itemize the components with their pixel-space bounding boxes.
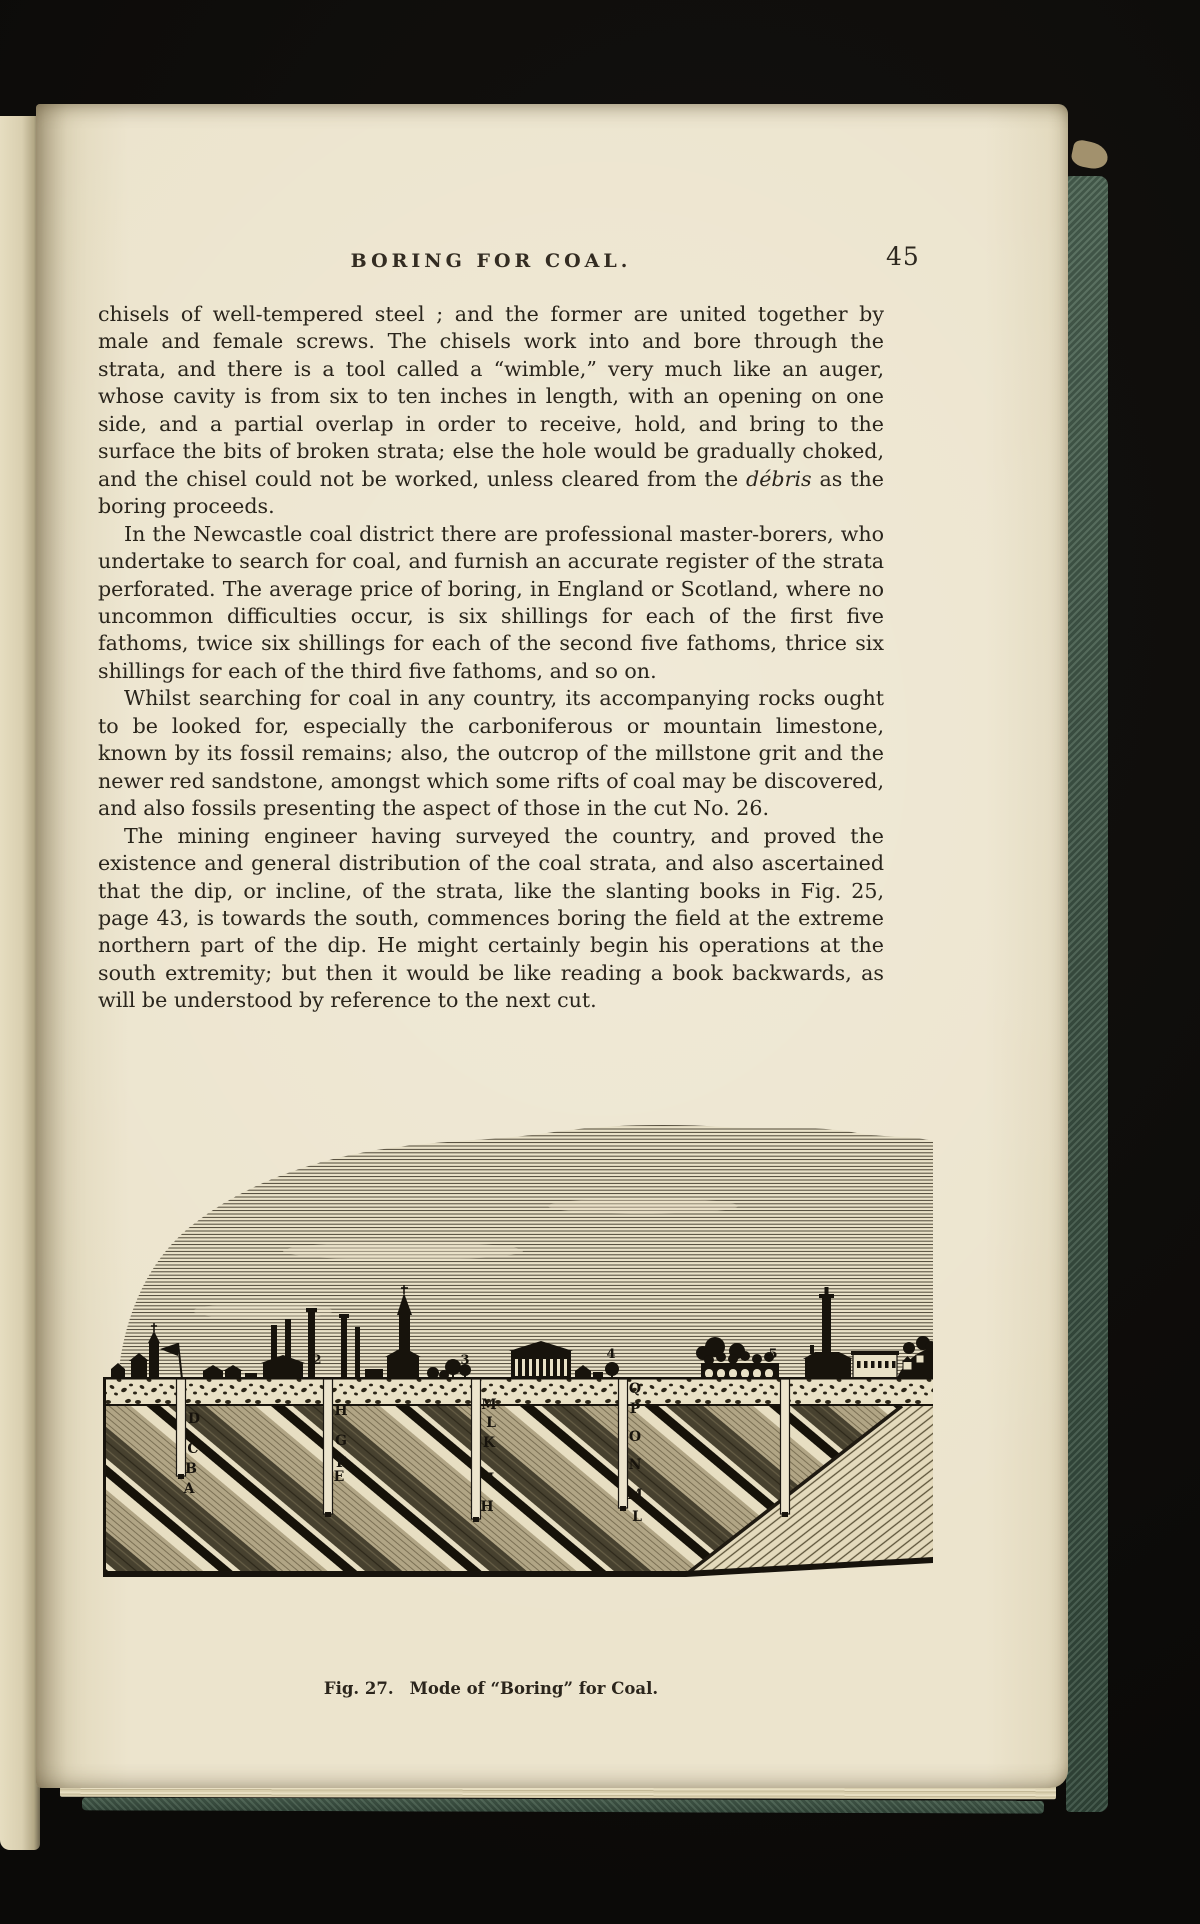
shaft-3-marker: 3 bbox=[460, 1353, 470, 1368]
page-number: 45 bbox=[886, 242, 920, 271]
shaft-1-letter-2: B bbox=[185, 1461, 197, 1477]
running-header: BORING FOR COAL. bbox=[350, 250, 632, 272]
shaft-1-letter-3: A bbox=[183, 1481, 195, 1497]
book-cover-edge-bottom bbox=[82, 1797, 1044, 1813]
paragraph-1-post: as the boring proceeds. bbox=[98, 466, 884, 519]
shaft-3-letter-0: M bbox=[481, 1397, 497, 1413]
paragraph-1-pre: chisels of well-tempered steel ; and the former are united together by male and female screws. The chisels work into and bore through the strata, and there is a tool called a “wimble,” very much like an auger, whose cavity is from six to ten inches in length, with an opening on one side, and a partial overlap in order to receive, hold, and bring to the surface the bits of broken strata; else the hole would be gradually choked, and the chisel could not be worked, unless cleared from the bbox=[98, 302, 884, 491]
shaft-3-letter-2: K bbox=[482, 1435, 496, 1451]
paragraph-3: Whilst searching for coal in any country, its accompanying rocks ought to be looked for, especially the carboniferous or mountain limestone, known by its fossil remains; also, the outcrop of the millstone grit and the newer red sandstone, amongst which some rifts of coal may be discovered, and also fossils presenting the aspect of those in the cut No. 26. bbox=[98, 686, 884, 821]
headband-fragment bbox=[1070, 139, 1111, 172]
shaft-2-letter-1: G bbox=[335, 1433, 347, 1449]
shaft-2-marker: 2 bbox=[312, 1353, 322, 1368]
paragraph-1-italic-word: débris bbox=[746, 466, 812, 491]
figure-caption-label: Fig. 27. bbox=[323, 1679, 394, 1698]
shaft-4-letter-0: Q bbox=[628, 1381, 642, 1397]
shaft-1-letter-0: D bbox=[187, 1411, 201, 1427]
shaft-1-letter-1: C bbox=[187, 1441, 199, 1457]
borehole-2 bbox=[324, 1379, 333, 1517]
shaft-2-letter-3: E bbox=[333, 1469, 345, 1485]
previous-page-sliver bbox=[0, 116, 40, 1850]
shaft-2-letter-0: H bbox=[334, 1403, 348, 1419]
strata-cross-section bbox=[103, 1377, 933, 1577]
paragraph-1 bbox=[98, 301, 884, 521]
paragraph-2: In the Newcastle coal district there are professional master-borers, who undertake to search for coal, and furnish an accurate register of the strata perforated. The average price of boring, in England or Scotland, where no uncommon difficulties occur, is six shillings for each of the first five fathoms, twice six shillings for each of the second five fathoms, thrice six shillings for each of the third five fathoms, and so on. bbox=[98, 521, 884, 683]
book-page bbox=[36, 104, 1068, 1788]
shaft-4-letter-1: P bbox=[629, 1401, 641, 1417]
paragraph-4: The mining engineer having surveyed the country, and proved the existence and general distribution of the coal strata, and also ascertained that the dip, or incline, of the strata, like the slanting books in Fig. 25, page 43, is towards the south, commences boring the field at the extreme northern part of the dip. He might certainly begin his operations at the south extremity; but then it would be like reading a book backwards, as will be understood by reference to the next cut. bbox=[98, 823, 884, 1013]
book-cover-edge-right bbox=[1066, 176, 1108, 1812]
fig-27-engraving bbox=[103, 1111, 933, 1581]
body-text bbox=[98, 301, 884, 1015]
ground-rubble-band bbox=[105, 1377, 933, 1406]
cloud-streak bbox=[283, 1242, 523, 1260]
shaft-2-letter-2: F bbox=[336, 1455, 346, 1471]
shaft-4-letter-3: N bbox=[628, 1457, 642, 1473]
borehole-4 bbox=[619, 1379, 628, 1511]
cloud-streak bbox=[548, 1198, 738, 1214]
shaft-4-marker: 4 bbox=[606, 1347, 616, 1362]
white-villa-silhouette bbox=[851, 1351, 899, 1378]
figure-border-left bbox=[103, 1377, 106, 1577]
shaft-3-letter-4: H bbox=[480, 1499, 494, 1515]
borehole-3 bbox=[472, 1379, 481, 1522]
shaft-4-letter-4: M bbox=[627, 1487, 643, 1503]
shaft-3-letter-3: I bbox=[487, 1471, 495, 1487]
figure-caption-text: Mode of “Boring” for Coal. bbox=[409, 1679, 659, 1698]
shaft-3-letter-1: L bbox=[486, 1415, 496, 1431]
figure-caption bbox=[98, 1679, 884, 1698]
figure-sky bbox=[119, 1125, 933, 1375]
shaft-4-letter-5: L bbox=[632, 1509, 642, 1525]
borehole-5 bbox=[781, 1379, 790, 1517]
shaft-5-marker: 5 bbox=[768, 1347, 778, 1362]
shaft-4-letter-2: O bbox=[628, 1429, 642, 1445]
